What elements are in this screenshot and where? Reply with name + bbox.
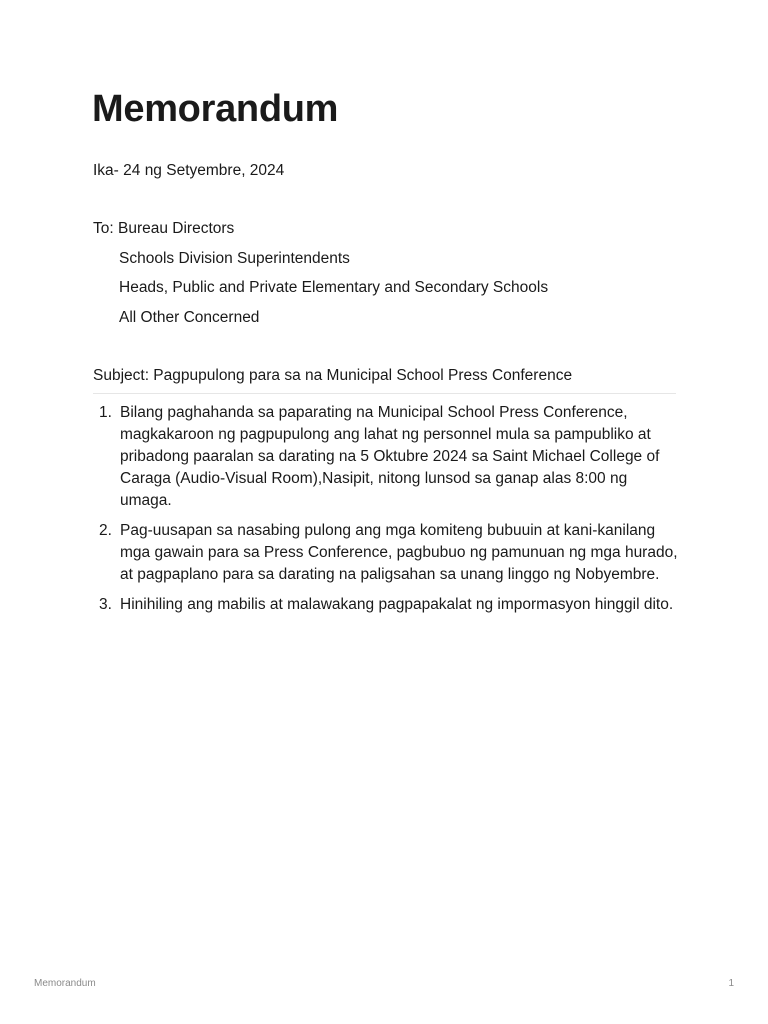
list-item-number: 2. [99,522,112,539]
memo-date: Ika- 24 ng Setyembre, 2024 [93,162,285,179]
list-item-number: 1. [99,404,112,421]
footer-page-number: 1 [728,978,734,989]
document-title: Memorandum [92,88,339,130]
recipient-line: All Other Concerned [119,308,260,326]
list-item [93,520,679,586]
list-item-text: Hinihiling ang mabilis at malawakang pagpapakalat ng impormasyon hinggil dito. [120,596,674,613]
recipient-line: To: Bureau Directors [93,220,235,237]
list-item-number: 3. [99,596,112,613]
recipient-line: Heads, Public and Private Elementary and Secondary Schools [119,279,549,296]
list-item-text: Bilang paghahanda sa paparating na Municipal School Press Conference, magkakaroon ng pagpupulong ang lahat ng personnel mula sa pampubliko at pribadong paaralan sa darating na 5 Oktubre 2024 sa Saint Michael College of Caraga (Audio-Visual Room),Nasipit, nitong lunsod sa ganap alas 8:00 ng umaga. [120,404,660,509]
list-item [93,594,679,616]
memo-subject: Subject: Pagpupulong para sa na Municipal School Press Conference [93,367,573,384]
recipients-block [93,218,548,336]
recipient-line: Schools Division Superintendents [119,249,350,267]
footer-document-name: Memorandum [34,978,96,989]
list-item [93,402,679,512]
list-item-text: Pag-uusapan sa nasabing pulong ang mga komiteng bubuuin at kani-kanilang mga gawain para sa Press Conference, pagbubuo ng pamunuan ng mga hurado, at pagpaplano para sa darating na paligsahan sa unang linggo ng Nobyembre. [120,522,678,583]
memo-items-list [93,402,679,624]
subject-divider [93,393,676,394]
